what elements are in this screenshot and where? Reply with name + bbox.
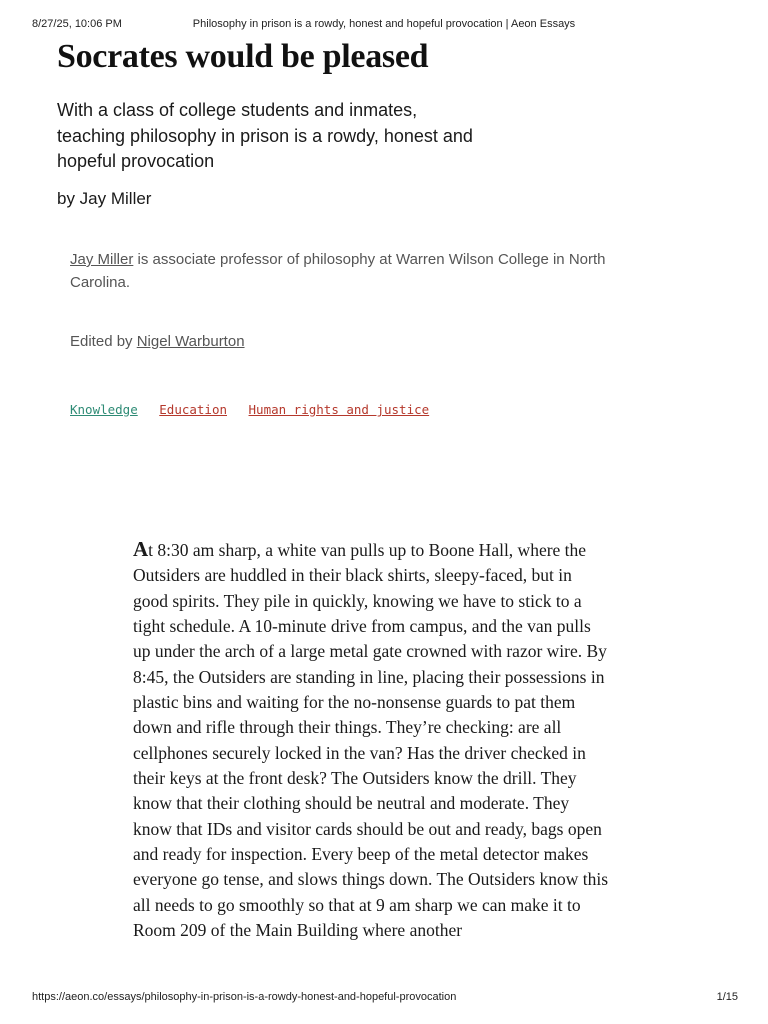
print-url: https://aeon.co/essays/philosophy-in-prison-is-a-rowdy-honest-and-hopeful-provocation: [32, 991, 457, 1003]
print-header: [32, 18, 736, 32]
author-link[interactable]: Jay Miller: [70, 251, 134, 268]
article-headline: Socrates would be pleased: [57, 38, 429, 75]
article-standfirst: With a class of college students and inmates, teaching philosophy in prison is a rowdy, honest and hopeful provocation: [57, 100, 473, 171]
article-body-text: t 8:30 am sharp, a white van pulls up to Boone Hall, where the Outsiders are huddled in their black shirts, sleepy-faced, but in good spirits. They pile in quickly, knowing we have to stick to a tight schedule. A 10-minute drive from campus, and the van pulls up under the arch of a large metal gate crowned with razor wire. By 8:45, the Outsiders are standing in line, placing their possessions in plastic bins and waiting for the no-nonsense guards to pat them down and rifle through their things. They’re checking: are all cellphones securely locked in the van? Has the driver checked in their keys at the front desk? The Outsiders know the drill. They know that their clothing should be neutral and moderate. They know that IDs and visitor cards should be out and ready, bags open and ready for inspection. Every beep of the metal detector makes everyone go tense, and slows things down. The Outsiders know this all needs to go smoothly so that at 9 am sharp we can make it to Room 209 of the Main Building where another: [133, 540, 609, 941]
author-bio-text: is associate professor of philosophy at Warren Wilson College in North Carolina.: [70, 251, 606, 291]
editor-credit: [70, 333, 245, 350]
drop-cap: A: [133, 537, 149, 561]
tag-knowledge[interactable]: Knowledge: [70, 402, 138, 417]
topic-tags: [70, 402, 443, 417]
print-page-number: 1/15: [716, 991, 738, 1003]
print-date: 8/27/25, 10:06 PM: [32, 18, 122, 30]
tag-education[interactable]: Education: [159, 402, 227, 417]
editor-link[interactable]: Nigel Warburton: [136, 333, 245, 350]
article-byline: by Jay Miller: [57, 189, 152, 208]
article-body-paragraph: [133, 537, 611, 944]
tag-human-rights-and-justice[interactable]: Human rights and justice: [248, 402, 430, 417]
print-footer: [32, 991, 738, 1005]
print-document-title: Philosophy in prison is a rowdy, honest and hopeful provocation | Aeon Essays: [192, 18, 576, 30]
edited-by-label: Edited by: [70, 333, 137, 350]
author-bio: [70, 248, 630, 294]
